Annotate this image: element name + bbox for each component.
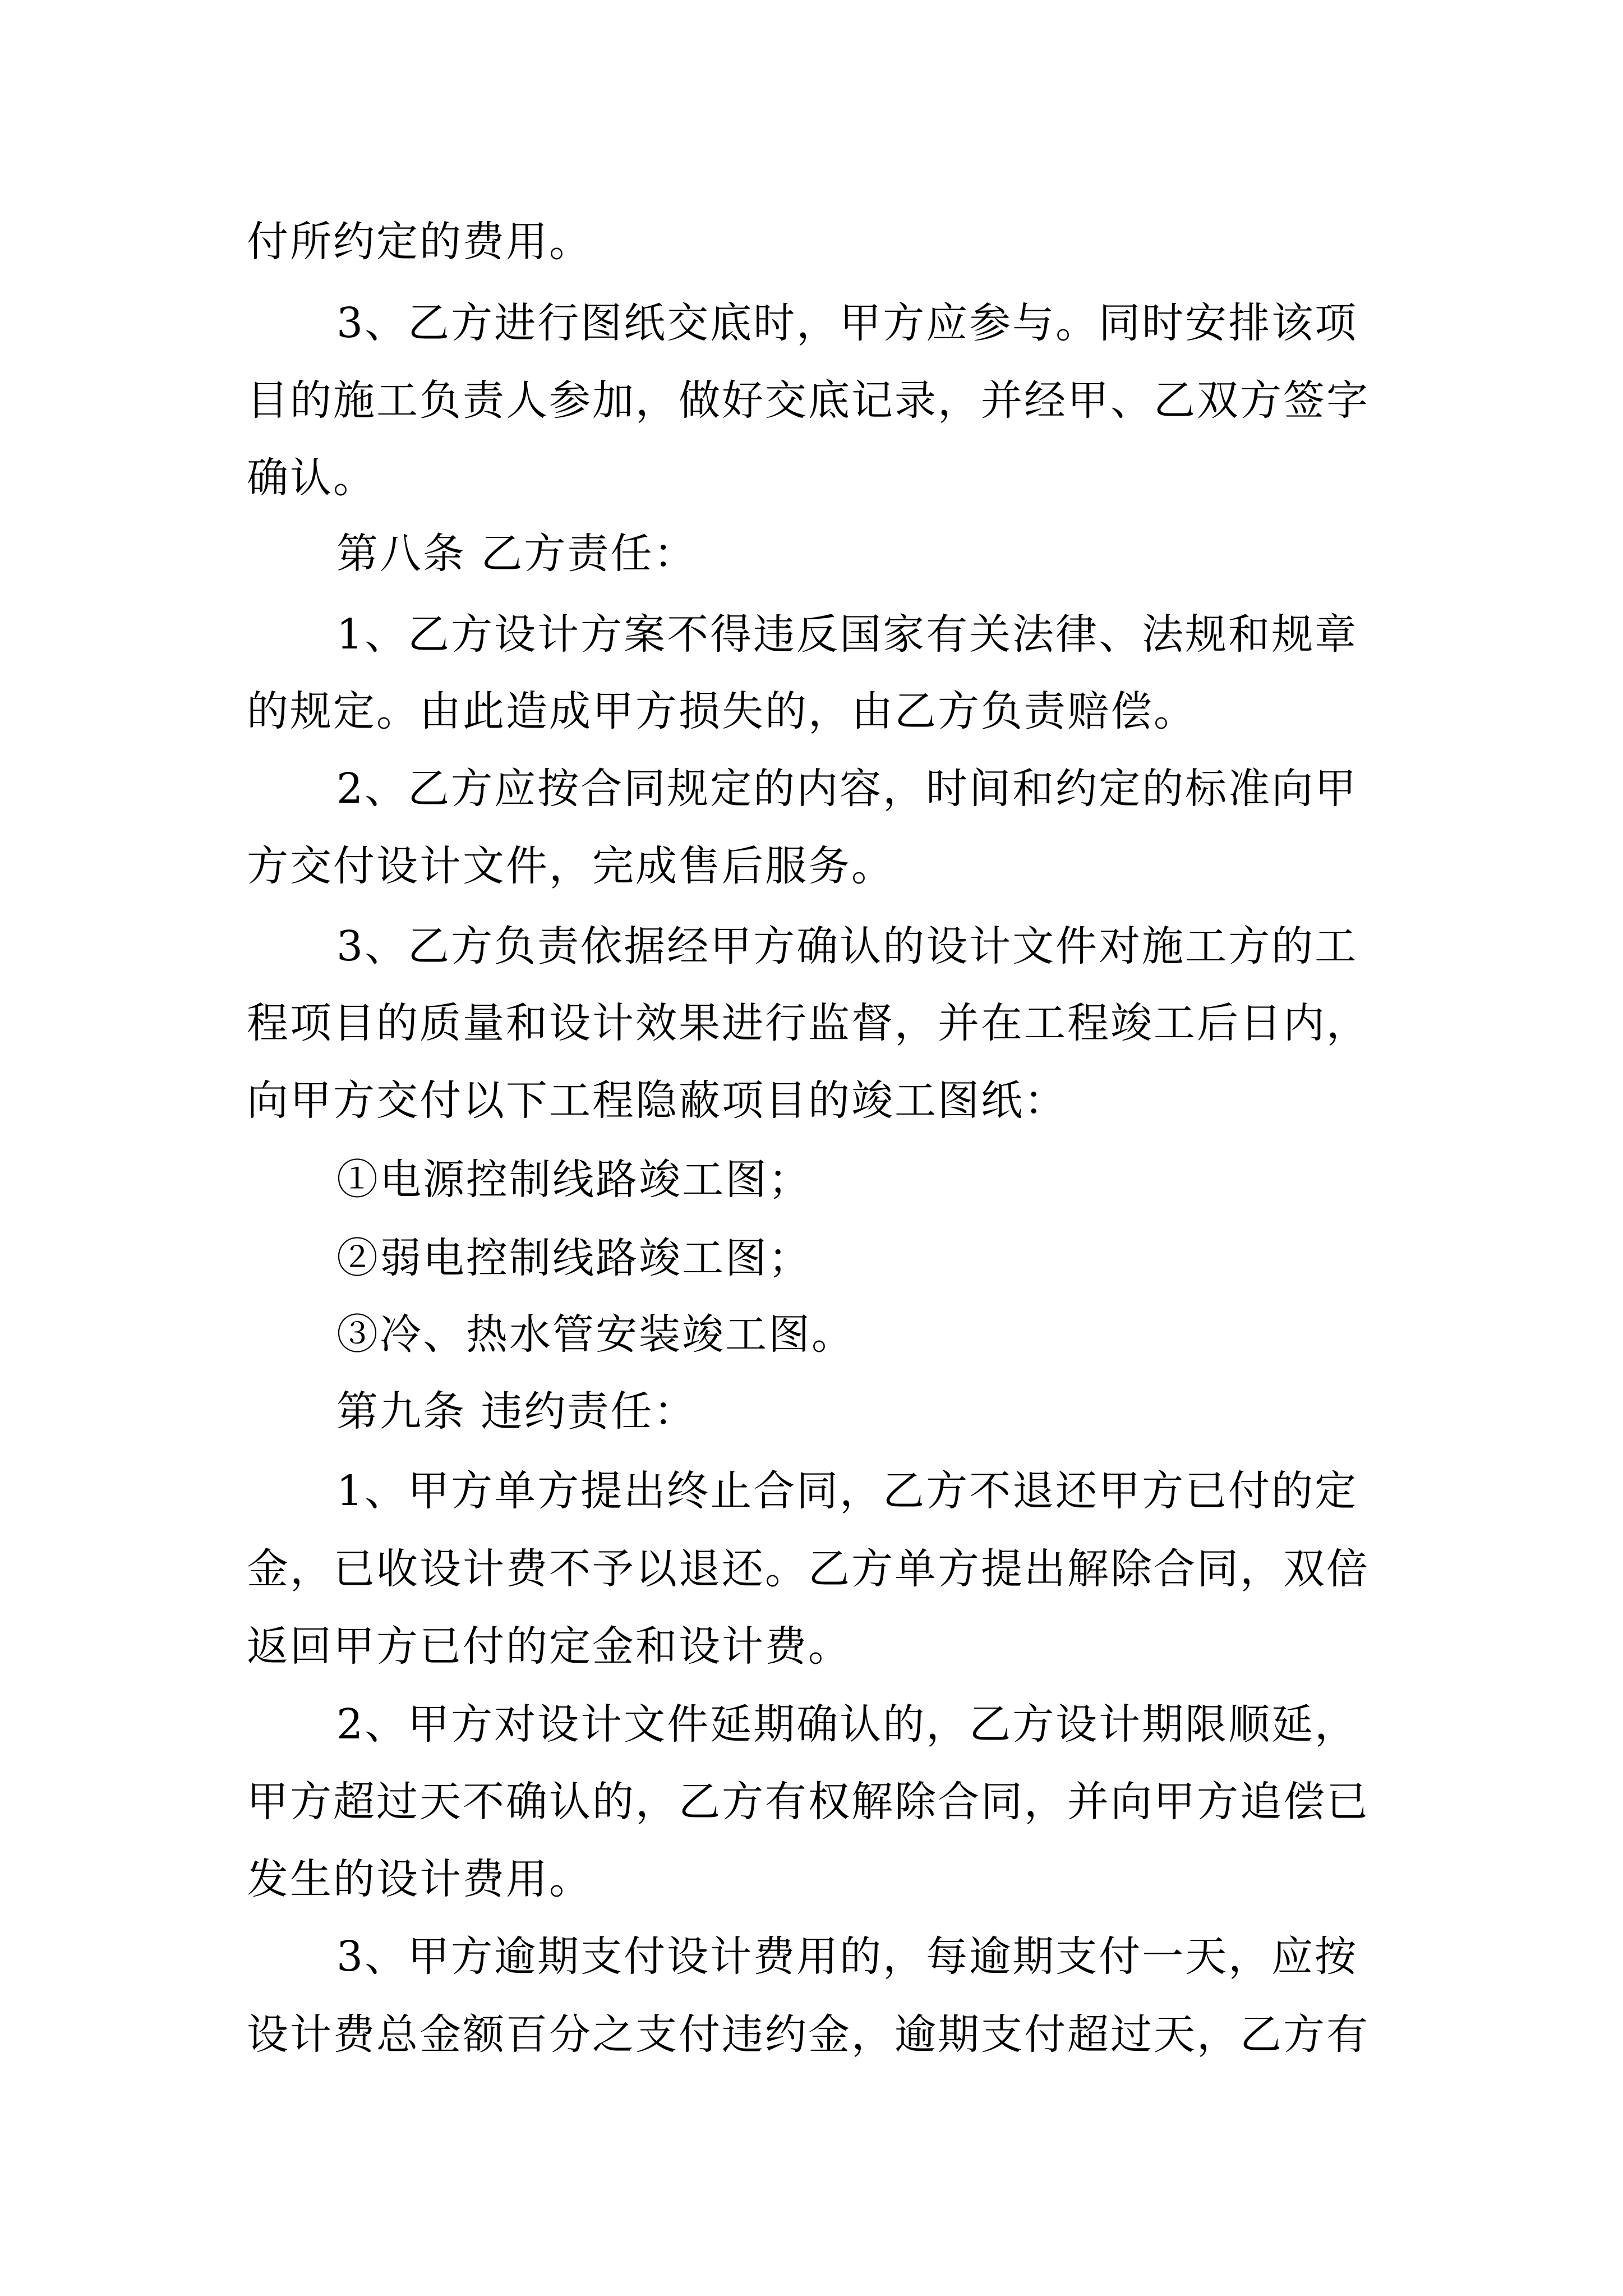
text-line: 3、乙方进行图纸交底时，甲方应参与。同时安排该项 — [336, 299, 1358, 347]
list-item: ②弱电控制线路竣工图； — [336, 1234, 811, 1282]
text-line: 金，已收设计费不予以退还。乙方单方提出解除合同，双倍 — [247, 1545, 1370, 1593]
text-line: 返回甲方已付的定金和设计费。 — [247, 1622, 851, 1671]
text-line: 向甲方交付以下工程隐蔽项目的竣工图纸： — [247, 1076, 1067, 1125]
text-line: 3、乙方负责依据经甲方确认的设计文件对施工方的工 — [336, 922, 1358, 970]
text-line: 方交付设计文件，完成售后服务。 — [247, 842, 895, 890]
text-line: 设计费总金额百分之支付违约金，逾期支付超过天，乙方有 — [247, 2010, 1370, 2059]
text-line: 程项目的质量和设计效果进行监督，并在工程竣工后日内， — [247, 999, 1370, 1047]
section-heading: 第九条 违约责任： — [336, 1387, 697, 1435]
section-heading: 第八条 乙方责任： — [336, 530, 697, 578]
text-line: 1、甲方单方提出终止合同，乙方不退还甲方已付的定 — [336, 1467, 1358, 1515]
text-line: 目的施工负责人参加，做好交底记录，并经甲、乙双方签字 — [247, 376, 1370, 425]
text-line: 付所约定的费用。 — [247, 218, 592, 266]
text-line: 确认。 — [247, 454, 376, 502]
text-line: 2、乙方应按合同规定的内容，时间和约定的标准向甲 — [336, 765, 1358, 813]
text-line: 发生的设计费用。 — [247, 1855, 592, 1903]
text-line: 甲方超过天不确认的，乙方有权解除合同，并向甲方追偿已 — [247, 1778, 1370, 1826]
text-line: 3、甲方逾期支付设计费用的，每逾期支付一天，应按 — [336, 1932, 1358, 1981]
text-line: 的规定。由此造成甲方损失的，由乙方负责赔偿。 — [247, 687, 1197, 735]
list-item: ①电源控制线路竣工图； — [336, 1156, 811, 1204]
list-item: ③冷、热水管安装竣工图。 — [336, 1310, 855, 1359]
text-line: 1、乙方设计方案不得违反国家有关法律、法规和规章 — [336, 610, 1358, 659]
text-line: 2、甲方对设计文件延期确认的，乙方设计期限顺延， — [336, 1700, 1358, 1749]
